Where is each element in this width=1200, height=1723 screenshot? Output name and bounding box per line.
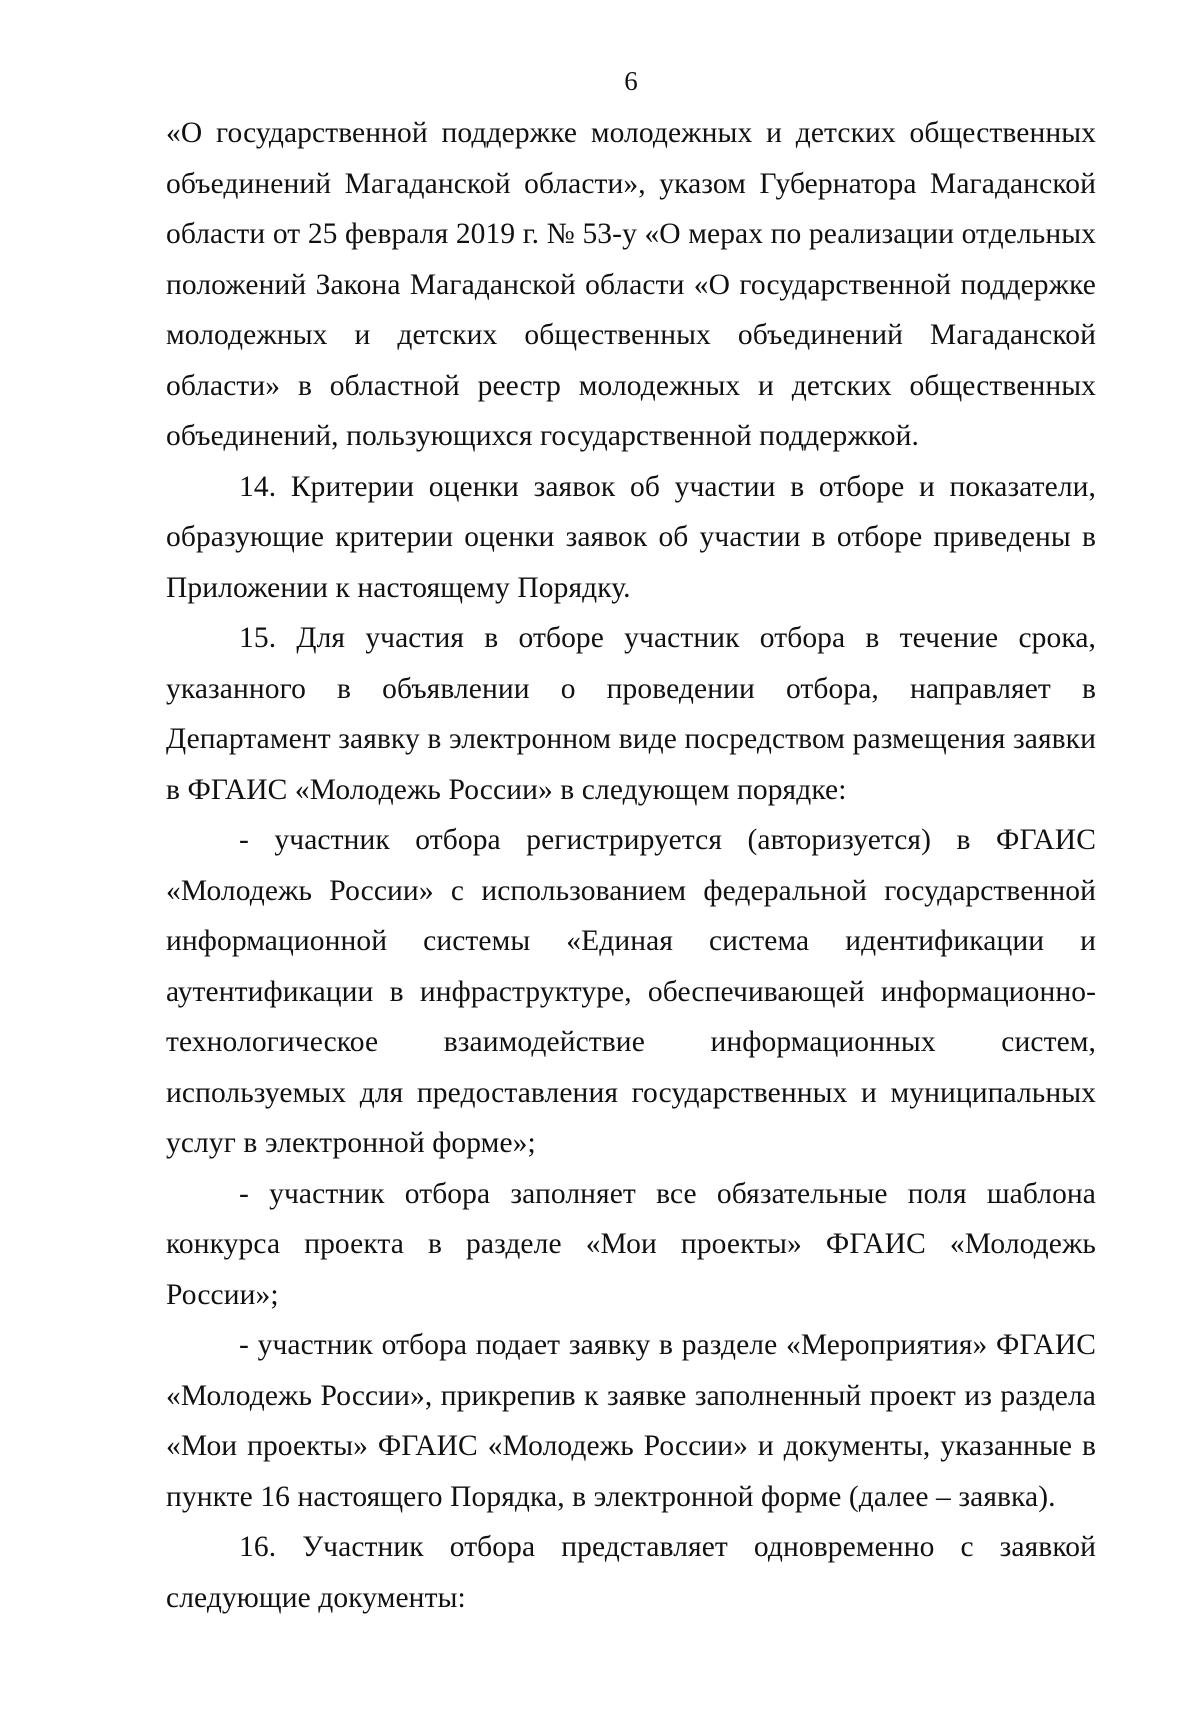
paragraph-item-15: 15. Для участия в отборе участник отбора в течение срока, указанного в объявлении о проведении отбора, направляет в Департамент заявку в электронном виде посредством размещения заявки в ФГАИС «Молодежь России» в следующем порядке: [166, 622, 1096, 806]
document-body [166, 108, 1096, 1623]
page-number: 6 [624, 66, 638, 96]
list-item-submit-application: - участник отбора подает заявку в разделе «Мероприятия» ФГАИС «Молодежь России», прикрепив к заявке заполненный проект из раздела «Мои проекты» ФГАИС «Молодежь России» и документы, указанные в пункте 16 настоящего Порядка, в электронной форме (далее – заявка). [166, 1329, 1096, 1513]
list-item-register: - участник отбора регистрируется (авторизуется) в ФГАИС «Молодежь России» с использованием федеральной государственной информационной системы «Единая система идентификации и аутентификации в инфраструктуре, обеспечивающей информационно-технологическое взаимодействие информационных систем, используемых для предоставления государственных и муниципальных услуг в электронной форме»; [166, 824, 1096, 1159]
list-item-fill-template: - участник отбора заполняет все обязательные поля шаблона конкурса проекта в разделе «Мои проекты» ФГАИС «Молодежь России»; [166, 1177, 1096, 1311]
paragraph-continuation: «О государственной поддержке молодежных и детских общественных объединений Магаданской области», указом Губернатора Магаданской области от 25 февраля 2019 г. № 53-у «О мерах по реализации отдельных положений Закона Магаданской области «О государственной поддержке молодежных и детских общественных объединений Магаданской области» в областной реестр молодежных и детских общественных объединений, пользующихся государственной поддержкой. [166, 117, 1096, 452]
paragraph-item-14: 14. Критерии оценки заявок об участии в отборе и показатели, образующие критерии оценки заявок об участии в отборе приведены в Приложении к настоящему Порядку. [166, 470, 1096, 604]
paragraph-item-16: 16. Участник отбора представляет одновременно с заявкой следующие документы: [166, 1531, 1096, 1614]
